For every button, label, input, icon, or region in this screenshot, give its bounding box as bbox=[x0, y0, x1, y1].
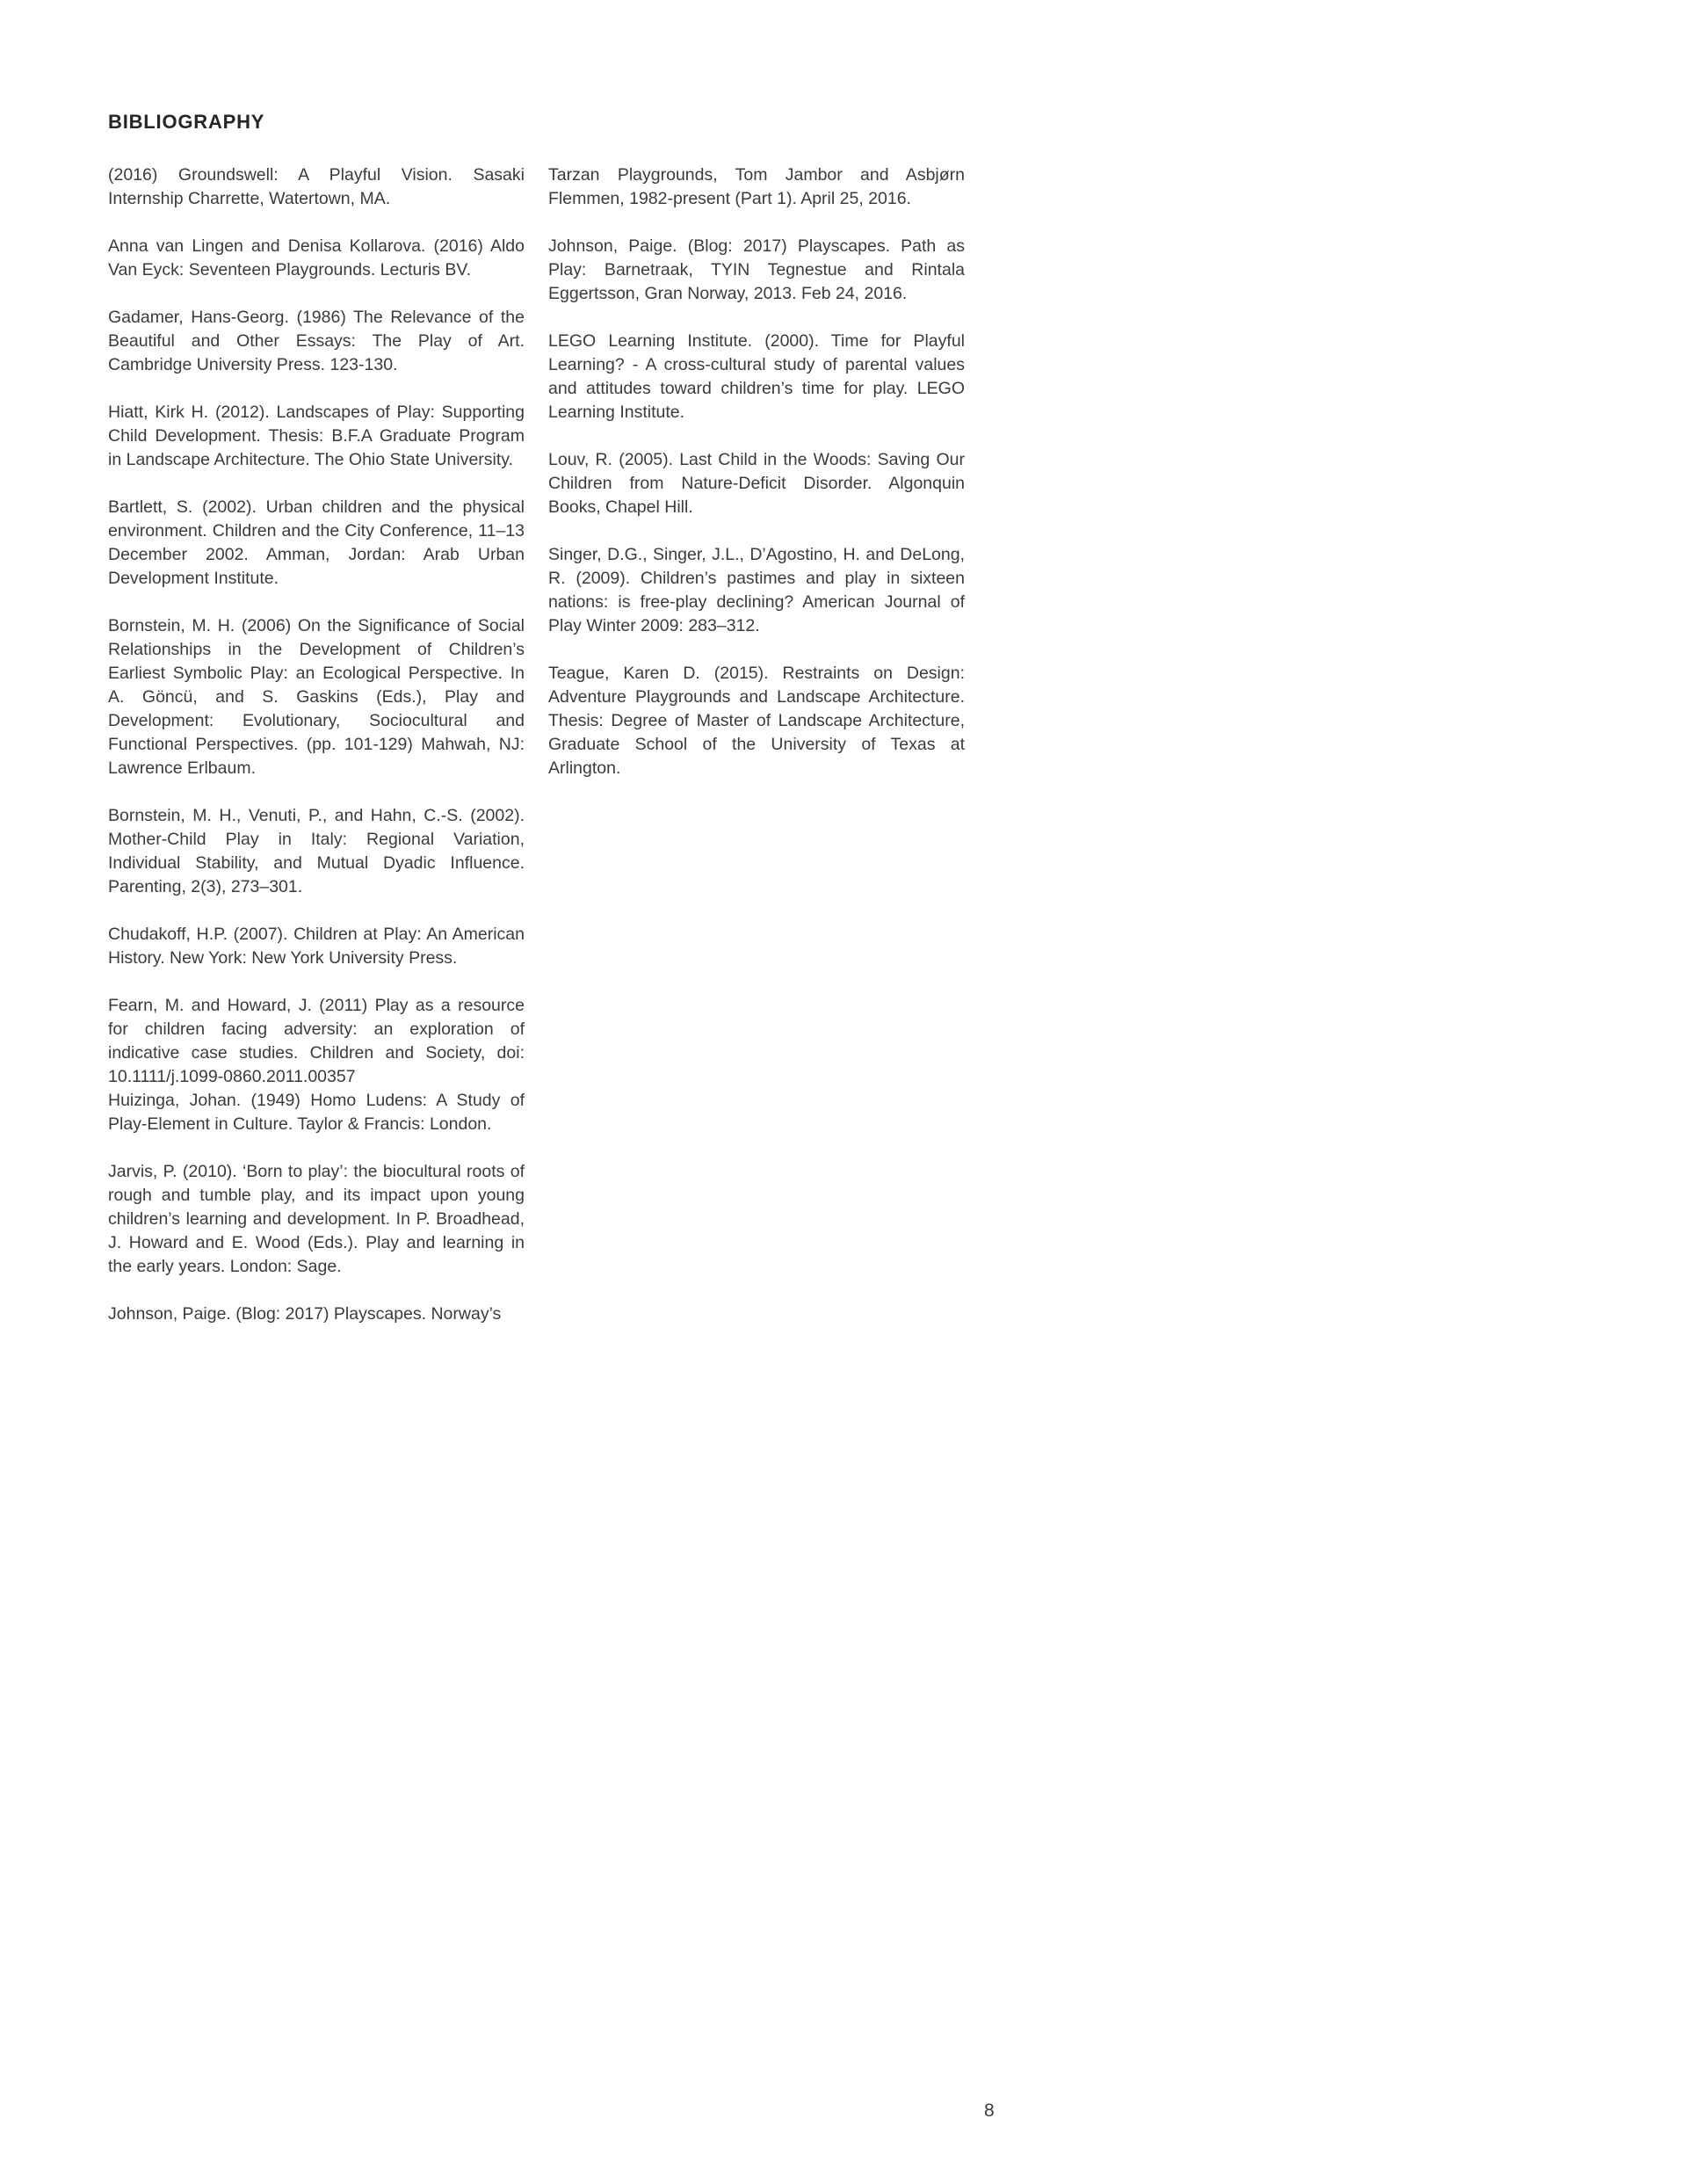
bibliography-section bbox=[108, 111, 965, 1326]
bibliography-entry: Hiatt, Kirk H. (2012). Landscapes of Play: Supporting Child Development. Thesis: B.F.A Graduate Program in Landscape Architecture. The Ohio State University. bbox=[108, 403, 525, 470]
two-column-layout bbox=[108, 163, 965, 1326]
bibliography-entry: Louv, R. (2005). Last Child in the Woods: Saving Our Children from Nature-Deficit Disorder. Algonquin Books, Chapel Hill. bbox=[548, 450, 965, 518]
bibliography-entry: Jarvis, P. (2010). ‘Born to play’: the biocultural roots of rough and tumble play, and its impact upon young children’s learning and development. In P. Broadhead, J. Howard and E. Wood (Eds.). Play and learning in the early years. London: Sage. bbox=[108, 1162, 525, 1277]
bibliography-entry: (2016) Groundswell: A Playful Vision. Sasaki Internship Charrette, Watertown, MA. bbox=[108, 165, 525, 209]
bibliography-entry: Gadamer, Hans-Georg. (1986) The Relevance of the Beautiful and Other Essays: The Play of Art. Cambridge University Press. 123-130. bbox=[108, 308, 525, 375]
bibliography-entry: Tarzan Playgrounds, Tom Jambor and Asbjørn Flemmen, 1982-present (Part 1). April 25, 2016. bbox=[548, 165, 965, 209]
bibliography-entry: Singer, D.G., Singer, J.L., D’Agostino, H. and DeLong, R. (2009). Children’s pastimes and play in sixteen nations: is free-play declining? American Journal of Play Winter 2009: 283–312. bbox=[548, 545, 965, 636]
bibliography-entry: Chudakoff, H.P. (2007). Children at Play: An American History. New York: New York University Press. bbox=[108, 925, 525, 969]
bibliography-entry: Johnson, Paige. (Blog: 2017) Playscapes. Norway’s bbox=[108, 1304, 502, 1324]
page-number: 8 bbox=[984, 2101, 995, 2121]
bibliography-entry: Johnson, Paige. (Blog: 2017) Playscapes. Path as Play: Barnetraak, TYIN Tegnestue and Rintala Eggertsson, Gran Norway, 2013. Feb 24, 2016. bbox=[548, 236, 965, 304]
bibliography-entry: Bornstein, M. H. (2006) On the Significance of Social Relationships in the Development of Children’s Earliest Symbolic Play: an Ecological Perspective. In A. Göncü, and S. Gaskins (Eds.), Play and Development: Evolutionary, Sociocultural and Functional Perspectives. (pp. 101-129) Mahwah, NJ: Lawrence Erlbaum. bbox=[108, 616, 525, 779]
bibliography-entry: Teague, Karen D. (2015). Restraints on Design: Adventure Playgrounds and Landscape Architecture. Thesis: Degree of Master of Landscape Architecture, Graduate School of the University of Texas at Arlington. bbox=[548, 664, 965, 779]
bibliography-entry: LEGO Learning Institute. (2000). Time for Playful Learning? - A cross-cultural study of parental values and attitudes toward children’s time for play. LEGO Learning Institute. bbox=[548, 331, 965, 423]
right-column bbox=[548, 163, 965, 780]
bibliography-entry: Bartlett, S. (2002). Urban children and the physical environment. Children and the City Conference, 11–13 December 2002. Amman, Jordan: Arab Urban Development Institute. bbox=[108, 497, 525, 589]
bibliography-entry: Huizinga, Johan. (1949) Homo Ludens: A Study of Play-Element in Culture. Taylor & Francis: London. bbox=[108, 1091, 525, 1135]
left-column bbox=[108, 163, 525, 1326]
bibliography-entry: Anna van Lingen and Denisa Kollarova. (2016) Aldo Van Eyck: Seventeen Playgrounds. Lecturis BV. bbox=[108, 236, 525, 280]
bibliography-entry: Bornstein, M. H., Venuti, P., and Hahn, C.-S. (2002). Mother-Child Play in Italy: Regional Variation, Individual Stability, and Mutual Dyadic Influence. Parenting, 2(3), 273–301. bbox=[108, 806, 525, 897]
bibliography-entry: Fearn, M. and Howard, J. (2011) Play as a resource for children facing adversity: an exploration of indicative case studies. Children and Society, doi: 10.1111/j.1099-0860.2011.00357 bbox=[108, 996, 525, 1087]
page-title: BIBLIOGRAPHY bbox=[108, 111, 265, 133]
